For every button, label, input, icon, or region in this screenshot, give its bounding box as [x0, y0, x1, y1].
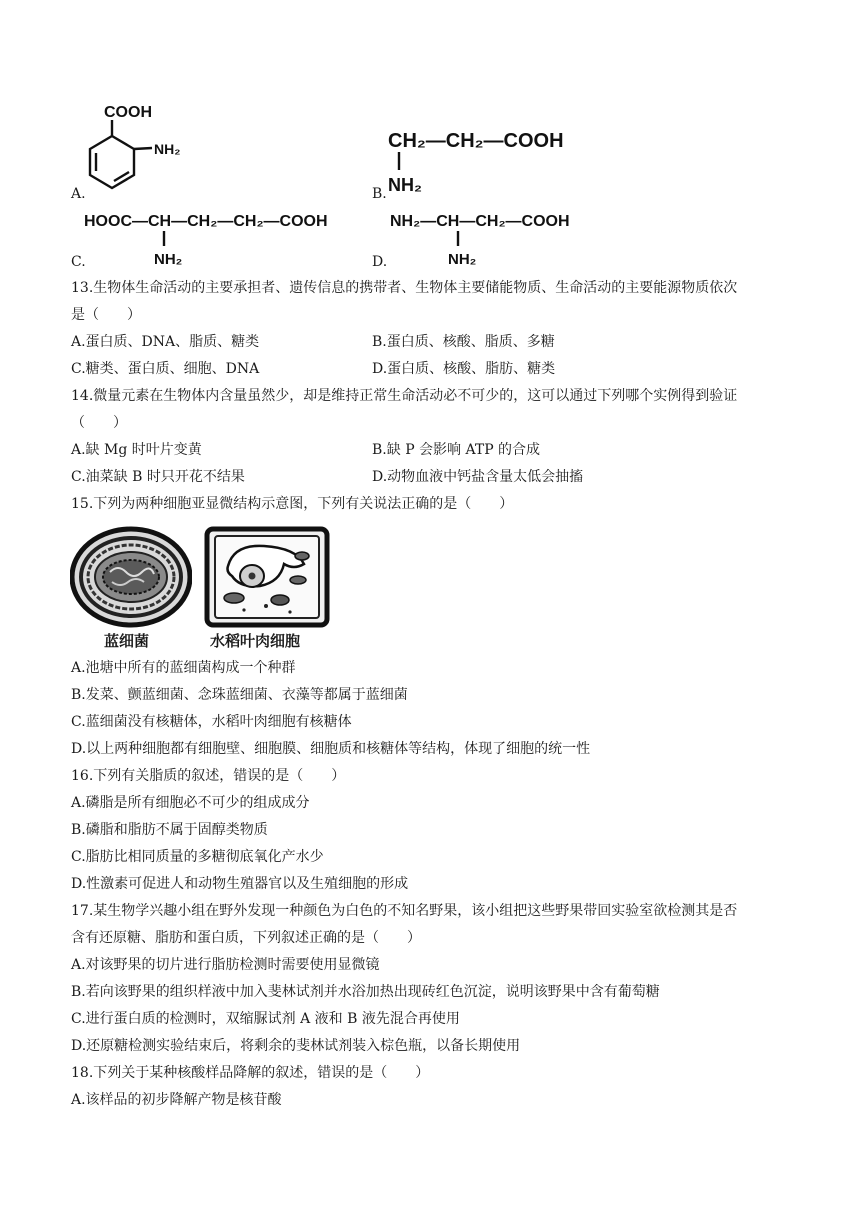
q12-a-letter: A. — [71, 186, 86, 202]
q18-option-a: A.该样品的初步降解产物是核苷酸 — [71, 1092, 282, 1108]
q12-a-cooh: COOH — [104, 104, 152, 121]
q12-a-nh2: NH₂ — [154, 141, 181, 157]
q15-option-d: D.以上两种细胞都有细胞壁、细胞膜、细胞质和核糖体等结构，体现了细胞的统一性 — [71, 741, 591, 757]
q16-option-a: A.磷脂是所有细胞必不可少的组成成分 — [71, 795, 310, 811]
q12-b-structure — [388, 122, 598, 197]
q15-option-c: C.蓝细菌没有核糖体，水稻叶肉细胞有核糖体 — [71, 714, 352, 730]
q14-option-b: B.缺 P 会影响 ATP 的合成 — [372, 442, 541, 458]
q17-option-c: C.进行蛋白质的检测时，双缩脲试剂 A 液和 B 液先混合再使用 — [71, 1011, 460, 1027]
q17-stem-line1: 17.某生物学兴趣小组在野外发现一种颜色为白色的不知名野果，该小组把这些野果带回实验室欲检测其是否 — [71, 903, 738, 919]
q12-d-letter: D. — [372, 254, 388, 270]
mesophyll-cell-label: 水稻叶肉细胞 — [210, 632, 301, 650]
q16-option-c: C.脂肪比相同质量的多糖彻底氧化产水少 — [71, 849, 324, 865]
q18-stem: 18.下列关于某种核酸样品降解的叙述，错误的是（ ） — [71, 1065, 430, 1081]
q13-option-a: A.蛋白质、DNA、脂质、糖类 — [71, 334, 260, 350]
q15-option-b: B.发菜、颤蓝细菌、念珠蓝细菌、衣藻等都属于蓝细菌 — [71, 687, 408, 703]
q12-c-nh2: NH₂ — [154, 251, 183, 268]
q15-stem: 15.下列为两种细胞亚显微结构示意图，下列有关说法正确的是（ ） — [71, 496, 514, 512]
q14-stem-line1: 14.微量元素在生物体内含量虽然少，却是维持正常生命活动必不可少的，这可以通过下列哪个实例得到验证 — [71, 388, 738, 404]
q12-d-structure — [390, 206, 605, 266]
q13-stem-line2: 是（ ） — [71, 307, 141, 323]
q12-d-chain: NH₂—CH—CH₂—COOH — [390, 213, 570, 230]
q17-option-b: B.若向该野果的组织样液中加入斐林试剂并水浴加热出现砖红色沉淀，说明该野果中含有葡萄糖 — [71, 984, 660, 1000]
q17-option-d: D.还原糖检测实验结束后，将剩余的斐林试剂装入棕色瓶，以备长期使用 — [71, 1038, 521, 1054]
q13-option-c: C.糖类、蛋白质、细胞、DNA — [71, 361, 260, 377]
cyanobacteria-illustration — [70, 526, 192, 628]
q12-c-structure — [84, 206, 359, 266]
q16-option-d: D.性激素可促进人和动物生殖器官以及生殖细胞的形成 — [71, 876, 409, 892]
rice-mesophyll-cell-illustration — [204, 526, 330, 628]
q12-b-chain: CH₂—CH₂—COOH — [388, 130, 564, 152]
q14-stem-line2: （ ） — [71, 415, 127, 431]
q17-option-a: A.对该野果的切片进行脂肪检测时需要使用显微镜 — [71, 957, 380, 973]
cyanobacteria-label: 蓝细菌 — [104, 632, 150, 650]
q14-option-c: C.油菜缺 B 时只开花不结果 — [71, 469, 245, 485]
q12-b-letter: B. — [372, 186, 387, 202]
q13-option-d: D.蛋白质、核酸、脂肪、糖类 — [372, 361, 556, 377]
q16-option-b: B.磷脂和脂肪不属于固醇类物质 — [71, 822, 268, 838]
q12-c-letter: C. — [71, 254, 86, 270]
q12-d-nh2: NH₂ — [448, 251, 477, 268]
q15-figure — [70, 524, 335, 654]
q12-b-nh2: NH₂ — [388, 175, 422, 195]
q12-c-chain: HOOC—CH—CH₂—CH₂—COOH — [84, 213, 328, 230]
q15-option-a: A.池塘中所有的蓝细菌构成一个种群 — [71, 660, 296, 676]
q13-option-b: B.蛋白质、核酸、脂质、多糖 — [372, 334, 555, 350]
q14-option-d: D.动物血液中钙盐含量太低会抽搐 — [372, 469, 584, 485]
q13-stem-line1: 13.生物体生命活动的主要承担者、遗传信息的携带者、生物体主要储能物质、生命活动的主要能源物质依次 — [71, 280, 738, 296]
q16-stem: 16.下列有关脂质的叙述，错误的是（ ） — [71, 768, 346, 784]
q17-stem-line2: 含有还原糖、脂肪和蛋白质，下列叙述正确的是（ ） — [71, 930, 421, 946]
q14-option-a: A.缺 Mg 时叶片变黄 — [71, 442, 202, 458]
q12-a-structure — [82, 98, 202, 193]
